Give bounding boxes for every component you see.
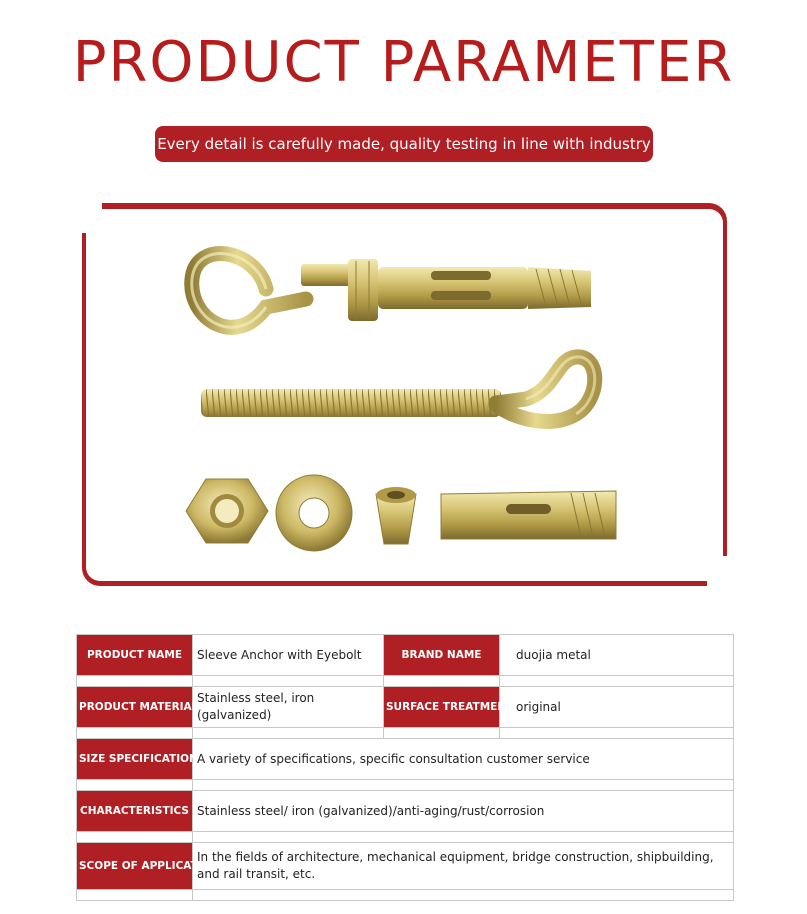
table-spacer bbox=[77, 676, 734, 687]
spec-value-characteristics: Stainless steel/ iron (galvanized)/anti-aging/rust/corrosion bbox=[193, 791, 734, 832]
table-spacer bbox=[77, 890, 734, 901]
spec-value-brand-name: duojia metal bbox=[500, 635, 734, 676]
spec-value-product-name: Sleeve Anchor with Eyebolt bbox=[193, 635, 384, 676]
subtitle-banner: Every detail is carefully made, quality testing in line with industry bbox=[155, 126, 653, 162]
spec-label-product-material: PRODUCT MATERIAL bbox=[77, 687, 193, 728]
spec-label-size-specification: SIZE SPECIFICATION bbox=[77, 739, 193, 780]
page-title: PRODUCT PARAMETER bbox=[72, 30, 735, 95]
table-row bbox=[77, 843, 734, 890]
spec-label-characteristics: CHARACTERISTICS bbox=[77, 791, 193, 832]
table-row bbox=[77, 687, 734, 728]
table-spacer bbox=[77, 780, 734, 791]
spec-label-scope-of-application: SCOPE OF APPLICATION bbox=[77, 843, 193, 890]
spec-value-product-material: Stainless steel, iron (galvanized) bbox=[193, 687, 384, 728]
table-spacer bbox=[77, 728, 734, 739]
hex-nut-icon bbox=[186, 479, 268, 543]
table-row bbox=[77, 739, 734, 780]
product-photo bbox=[86, 209, 723, 581]
table-row bbox=[77, 791, 734, 832]
spec-value-size-specification: A variety of specifications, specific consultation customer service bbox=[193, 739, 734, 780]
spec-label-surface-treatment: SURFACE TREATMENT bbox=[384, 687, 500, 728]
sleeve-icon bbox=[441, 491, 616, 539]
spec-value-surface-treatment: original bbox=[500, 687, 734, 728]
eyebolt-anchor-assembled-icon bbox=[192, 254, 591, 328]
spec-label-brand-name: BRAND NAME bbox=[384, 635, 500, 676]
spec-label-product-name: PRODUCT NAME bbox=[77, 635, 193, 676]
spec-value-scope-of-application: In the fields of architecture, mechanical equipment, bridge construction, shipbuilding, and rail transit, etc. bbox=[193, 843, 734, 890]
eyebolt-icon bbox=[201, 357, 595, 422]
cone-nut-icon bbox=[376, 487, 416, 544]
photo-frame-inner bbox=[86, 209, 723, 581]
washer-icon bbox=[276, 475, 352, 551]
spec-table bbox=[76, 634, 734, 901]
table-row bbox=[77, 635, 734, 676]
table-spacer bbox=[77, 832, 734, 843]
